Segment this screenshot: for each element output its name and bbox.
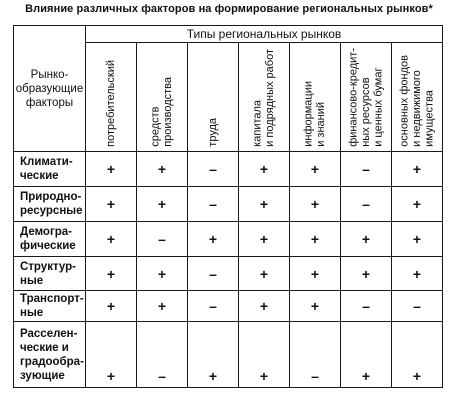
- table-cell: +: [290, 291, 341, 322]
- table-cell: +: [290, 257, 341, 291]
- table-cell: +: [290, 152, 341, 187]
- table-cell: +: [86, 152, 137, 187]
- row-label: Расселен- ческие и градообра- зующие: [14, 322, 86, 388]
- table-cell: +: [239, 322, 290, 388]
- table-cell: +: [341, 257, 392, 291]
- table-cell: +: [86, 291, 137, 322]
- column-header-label: основных фондов и недвижимого имущества: [398, 55, 436, 147]
- column-header: [341, 43, 392, 152]
- column-header-label: капитала и подрядных работ: [251, 49, 276, 147]
- table-cell: +: [137, 152, 188, 187]
- row-label: Структур- ные: [14, 257, 86, 291]
- table-cell: +: [86, 322, 137, 388]
- table-cell: –: [188, 152, 239, 187]
- row-label: Природно- ресурсные: [14, 187, 86, 222]
- table-cell: +: [188, 322, 239, 388]
- table-cell: +: [137, 291, 188, 322]
- table-cell: +: [239, 222, 290, 257]
- table-cell: +: [239, 291, 290, 322]
- table-cell: –: [188, 257, 239, 291]
- column-header-label: средств производства: [149, 77, 174, 147]
- row-header-factors: [14, 26, 86, 152]
- table-cell: +: [86, 222, 137, 257]
- table-cell: –: [188, 187, 239, 222]
- column-header-label: труда: [206, 118, 219, 147]
- table-cell: +: [290, 222, 341, 257]
- table-cell: +: [341, 222, 392, 257]
- table-cell: –: [137, 322, 188, 388]
- column-header-label: информации и знаний: [302, 81, 327, 147]
- row-label: Климати- ческие: [14, 152, 86, 187]
- regional-markets-table: [13, 25, 443, 388]
- table-cell: +: [392, 257, 443, 291]
- table-cell: +: [86, 187, 137, 222]
- table-cell: +: [392, 152, 443, 187]
- table-cell: –: [188, 291, 239, 322]
- table-cell: +: [392, 187, 443, 222]
- column-header: [188, 43, 239, 152]
- column-header: [392, 43, 443, 152]
- row-label: Демогра- фические: [14, 222, 86, 257]
- table-cell: +: [239, 187, 290, 222]
- table-cell: –: [137, 222, 188, 257]
- table-cell: +: [239, 257, 290, 291]
- table-cell: +: [392, 222, 443, 257]
- table-row: [14, 152, 443, 187]
- table-row: [14, 187, 443, 222]
- table-row: [14, 322, 443, 388]
- table-cell: –: [341, 187, 392, 222]
- table-cell: +: [239, 152, 290, 187]
- table-title: Влияние различных факторов на формирование региональных рынков*: [25, 3, 433, 15]
- table-cell: –: [290, 322, 341, 388]
- table-cell: –: [392, 291, 443, 322]
- row-header-label: Рынко- образующие факторы: [15, 68, 84, 109]
- column-header-label: финансово-кредит- ных ресурсов и ценных бумаг: [347, 48, 385, 147]
- row-label: Транспорт- ные: [14, 291, 86, 322]
- column-header-label: потребительский: [104, 60, 117, 147]
- group-header-market-types: Типы региональных рынков: [86, 26, 443, 43]
- table-cell: +: [290, 187, 341, 222]
- table-row: [14, 291, 443, 322]
- table-cell: +: [86, 257, 137, 291]
- table-cell: +: [392, 322, 443, 388]
- table-cell: –: [341, 152, 392, 187]
- table-cell: +: [341, 322, 392, 388]
- table-row: [14, 257, 443, 291]
- header-row-top: [14, 26, 443, 43]
- column-header: [290, 43, 341, 152]
- column-header: [137, 43, 188, 152]
- table-cell: +: [137, 257, 188, 291]
- table-cell: +: [188, 222, 239, 257]
- table-cell: –: [341, 291, 392, 322]
- table-cell: +: [137, 187, 188, 222]
- column-header: [86, 43, 137, 152]
- column-header: [239, 43, 290, 152]
- table-row: [14, 222, 443, 257]
